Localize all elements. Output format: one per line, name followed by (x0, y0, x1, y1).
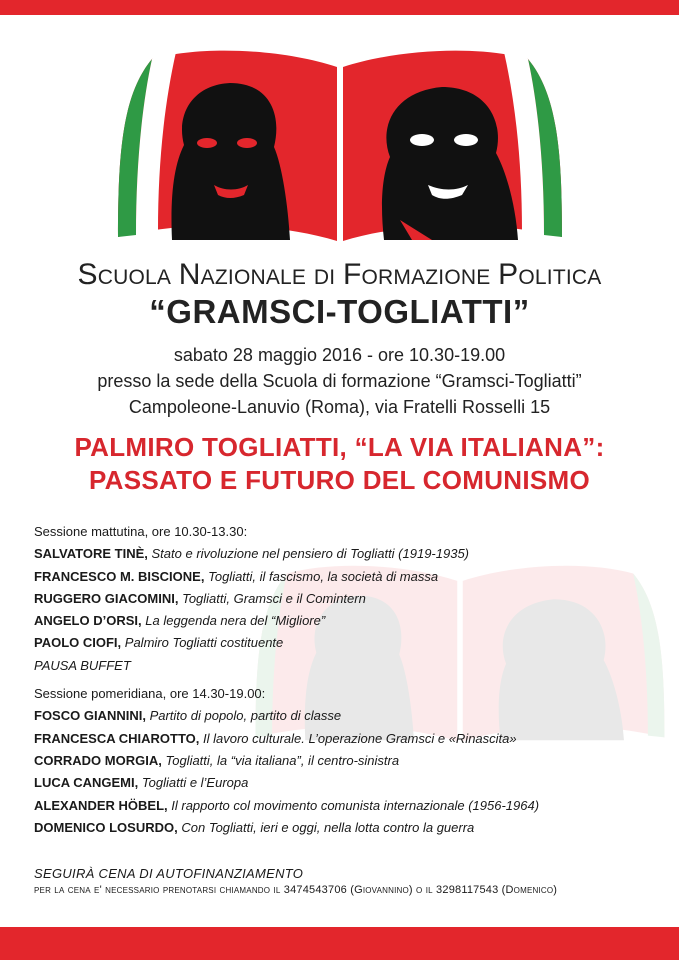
talk-title: Togliatti e l’Europa (141, 775, 249, 791)
event-title-line1: PALMIRO TOGLIATTI, “LA VIA ITALIANA”: (74, 432, 605, 462)
school-word-rest: CUOLA (97, 266, 172, 289)
open-book-flag-logo-icon (112, 45, 568, 250)
speaker-name: FRANCESCA CHIAROTTO, (34, 730, 200, 746)
program (34, 521, 654, 839)
school-word-initial: P (498, 258, 519, 291)
speaker-name: DOMENICO LOSURDO, (34, 819, 178, 835)
list-item (34, 705, 654, 727)
speaker-name: PAOLO CIOFI, (34, 635, 122, 651)
school-word-initial: F (342, 258, 362, 291)
talk-title: Partito di popolo, partito di classe (149, 708, 342, 724)
list-item (34, 772, 654, 794)
talk-title: Togliatti, il fascismo, la società di massa (208, 568, 439, 584)
list-item (34, 750, 654, 772)
speaker-name: CORRADO MORGIA, (34, 752, 162, 768)
reservation-note: per la cena e' necessario prenotarsi chiamando il 3474543706 (Giovannino) o il 3298117543 (Domenico) (34, 884, 558, 896)
morning-session-label: Sessione mattutina, ore 10.30-13.30: (34, 524, 248, 539)
pause-label: PAUSA BUFFET (34, 657, 131, 673)
talk-title: Stato e rivoluzione nel pensiero di Togliatti (1919-1935) (151, 546, 470, 562)
dinner-note: SEGUIRÀ CENA DI AUTOFINANZIAMENTO (34, 866, 304, 881)
list-item (34, 543, 654, 565)
school-word: DI (313, 266, 336, 289)
list-item (34, 632, 654, 654)
speaker-name: FOSCO GIANNINI, (34, 708, 146, 724)
school-word-rest: OLITICA (518, 266, 602, 289)
speaker-name: ALEXANDER HÖBEL, (34, 797, 168, 813)
talk-title: Togliatti, la “via italiana”, il centro-sinistra (165, 752, 400, 768)
event-address: Campoleone-Lanuvio (Roma), via Fratelli Rosselli 15 (128, 397, 551, 417)
school-line (0, 258, 679, 292)
school-word-initial: N (178, 258, 201, 291)
talk-title: Palmiro Togliatti costituente (124, 635, 284, 651)
bottom-red-band (0, 927, 679, 960)
list-item (34, 728, 654, 750)
event-venue: presso la sede della Scuola di formazione “Gramsci-Togliatti” (97, 371, 582, 391)
list-item (34, 610, 654, 632)
list-item (34, 566, 654, 588)
speaker-name: LUCA CANGEMI, (34, 775, 139, 791)
talk-title: La leggenda nera del “Migliore” (145, 613, 326, 629)
list-item (34, 817, 654, 839)
top-red-band (0, 0, 679, 15)
speaker-name: SALVATORE TINÈ, (34, 546, 148, 562)
event-title-line2: PASSATO E FUTURO DEL COMUNISMO (88, 465, 591, 495)
school-word-initial: S (77, 258, 98, 291)
list-item (34, 795, 654, 817)
talk-title: Il lavoro culturale. L’operazione Gramsci e «Rinascita» (203, 730, 517, 746)
afternoon-session-label: Sessione pomeridiana, ore 14.30-19.00: (34, 686, 266, 702)
school-word-rest: AZIONALE (200, 266, 307, 289)
school-word-rest: ORMAZIONE (361, 266, 491, 289)
talk-title: Con Togliatti, ieri e oggi, nella lotta contro la guerra (181, 819, 475, 835)
talk-title: Togliatti, Gramsci e il Comintern (182, 590, 366, 606)
event-date: sabato 28 maggio 2016 - ore 10.30-19.00 (173, 345, 506, 365)
speaker-name: FRANCESCO M. BISCIONE, (34, 568, 205, 584)
school-name: “GRAMSCI-TOGLIATTI” (149, 293, 530, 330)
speaker-name: RUGGERO GIACOMINI, (34, 590, 179, 606)
list-item (34, 588, 654, 610)
talk-title: Il rapporto col movimento comunista internazionale (1956-1964) (171, 797, 540, 813)
speaker-name: ANGELO D’ORSI, (34, 613, 142, 629)
